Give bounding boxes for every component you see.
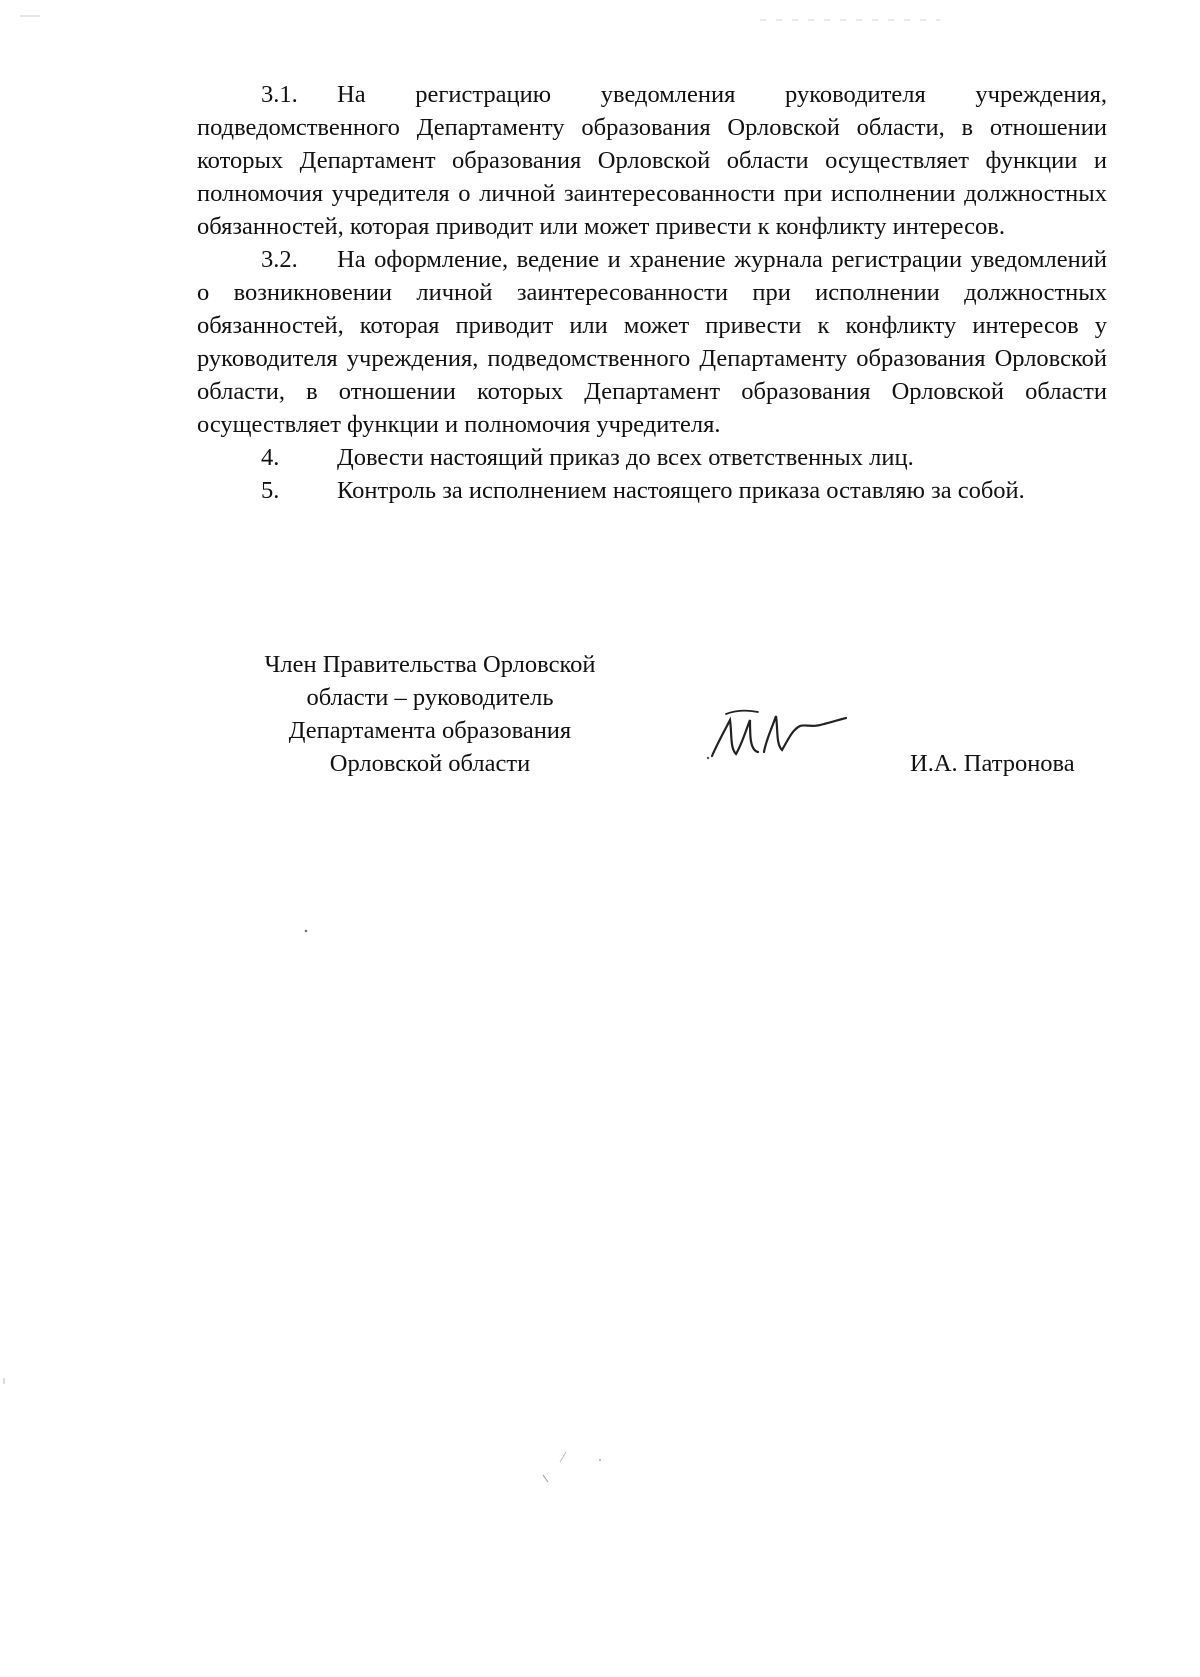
document-body (197, 78, 1107, 507)
item-text: Контроль за исполнением настоящего приказа оставляю за собой. (337, 477, 1025, 504)
signatory-title-line: Член Правительства Орловской (264, 651, 596, 678)
signatory-name: И.А. Патронова (910, 750, 1075, 777)
section-text: На оформление, ведение и хранение журнала регистрации уведомлений о возникновении личной заинтересованности при исполнении должностных обязанностей, которая приводит или может привести к конфликту интересов у руководителя учреждения, подведомственного Департаменту образования Орловской области, в отношении которых Департамент образования Орловской области осуществляет функции и полномочия учредителя. (197, 246, 1107, 438)
section-text: На регистрацию уведомления руководителя учреждения, подведомственного Департаменту образования Орловской области, в отношении которых Департамент образования Орловской области осуществляет функции и полномочия учредителя о личной заинтересованности при исполнении должностных обязанностей, которая приводит или может привести к конфликту интересов. (197, 81, 1107, 240)
item-4 (197, 441, 1107, 474)
item-5 (197, 474, 1107, 507)
signatory-title (220, 648, 640, 780)
section-number: 3.2. (261, 246, 298, 273)
section-3-2 (197, 243, 1107, 441)
item-number: 5. (261, 477, 280, 504)
signatory-title-line: области – руководитель (306, 684, 554, 711)
section-3-1 (197, 78, 1107, 243)
item-text: Довести настоящий приказ до всех ответственных лиц. (337, 444, 914, 471)
signatory-title-line: Департамента образования (288, 717, 572, 744)
section-number: 3.1. (261, 81, 298, 108)
handwritten-signature (700, 700, 850, 770)
signatory-title-line: Орловской области (329, 750, 531, 777)
item-number: 4. (261, 444, 280, 471)
